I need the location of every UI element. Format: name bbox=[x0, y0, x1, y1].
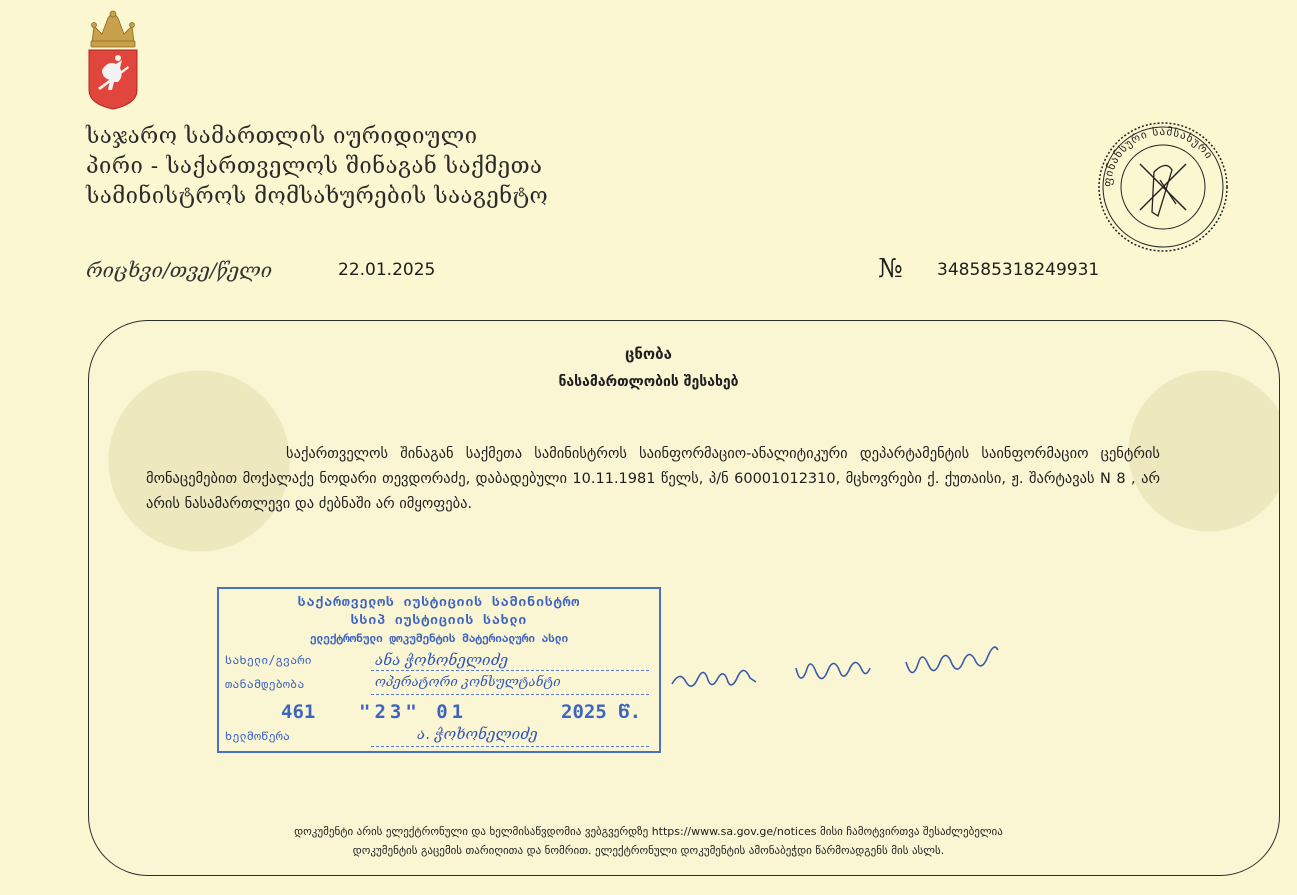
footer-line: დოკუმენტის გაცემის თარიღითა და ნომრით. ელექტრონული დოკუმენტის ამონაბეჭდი წარმოადგენს მის ასლს. bbox=[352, 844, 945, 857]
agency-name-line: პირი - საქართველოს შინაგან საქმეთა bbox=[86, 154, 543, 179]
seal-text: ფინანსური სამსახური bbox=[1100, 124, 1216, 188]
document-number: 348585318249931 bbox=[937, 260, 1100, 280]
stamp-house: სსიპ იუსტიციის სახლი bbox=[350, 613, 528, 628]
agency-name-line: სამინისტროს მომსახურების სააგენტო bbox=[86, 184, 549, 209]
round-seal-icon bbox=[1096, 120, 1230, 254]
stamp-ministry: საქართველოს იუსტიციის სამინისტრო bbox=[297, 595, 581, 610]
stamp-position-label: თანამდებობა bbox=[225, 677, 305, 691]
document-title: ცნობა bbox=[625, 345, 672, 363]
footer-line: დოკუმენტი არის ელექტრონული და ხელმისაწვდომია ვებგვერდზე https://www.sa.gov.ge/notices მისი ჩამოტვირთვა შესაძლებელია bbox=[294, 825, 1003, 838]
stamp-position-value: ოპერატორი კონსულტანტი bbox=[375, 675, 561, 690]
stamp-register-date: "23" 01 bbox=[359, 701, 468, 723]
agency-name bbox=[86, 122, 548, 212]
certified-copy-stamp bbox=[217, 587, 661, 753]
stamp-name-value: ანა ჭოხონელიძე bbox=[375, 651, 509, 669]
issue-date: 22.01.2025 bbox=[338, 260, 436, 280]
stamp-copy-title: ელექტრონული დოკუმენტის მატერიალური ასლი bbox=[309, 632, 569, 645]
coat-of-arms-icon bbox=[84, 10, 142, 110]
agency-name-line: საჯარო სამართლის იურიდიული bbox=[86, 124, 478, 149]
document-subtitle: ნასამართლობის შესახებ bbox=[558, 374, 739, 390]
stamp-register-number: 461 bbox=[281, 701, 316, 723]
footer-note bbox=[0, 822, 1297, 860]
handwritten-signature bbox=[668, 628, 1028, 708]
stamp-signature-value: ა. ჭოხონელიძე bbox=[417, 725, 538, 743]
stamp-register-year: 2025 წ. bbox=[561, 701, 642, 723]
stamp-name-label: სახელი/გვარი bbox=[225, 653, 312, 667]
number-sign: № bbox=[878, 254, 903, 284]
stamp-signature-label: ხელმოწერა bbox=[225, 729, 291, 743]
date-label: რიცხვი/თვე/წელი bbox=[86, 258, 273, 282]
svg-text:ფინანსური სამსახური bbox=[1101, 125, 1216, 187]
certificate-body: საქართველოს შინაგან საქმეთა სამინისტროს საინფორმაციო-ანალიტიკური დეპარტამენტის საინფორმაციო ცენტრის მონაცემებით მოქალაქე ნოდარი თევდორაძე, დაბადებული 10.11.1981 წელს, პ/ნ 60001012310, მცხოვრები ქ. ქუთაისი, ჟ. შარტავას N 8 , არ არის ნასამართლევი და ძებნაში არ იმყოფება. bbox=[146, 446, 1160, 512]
